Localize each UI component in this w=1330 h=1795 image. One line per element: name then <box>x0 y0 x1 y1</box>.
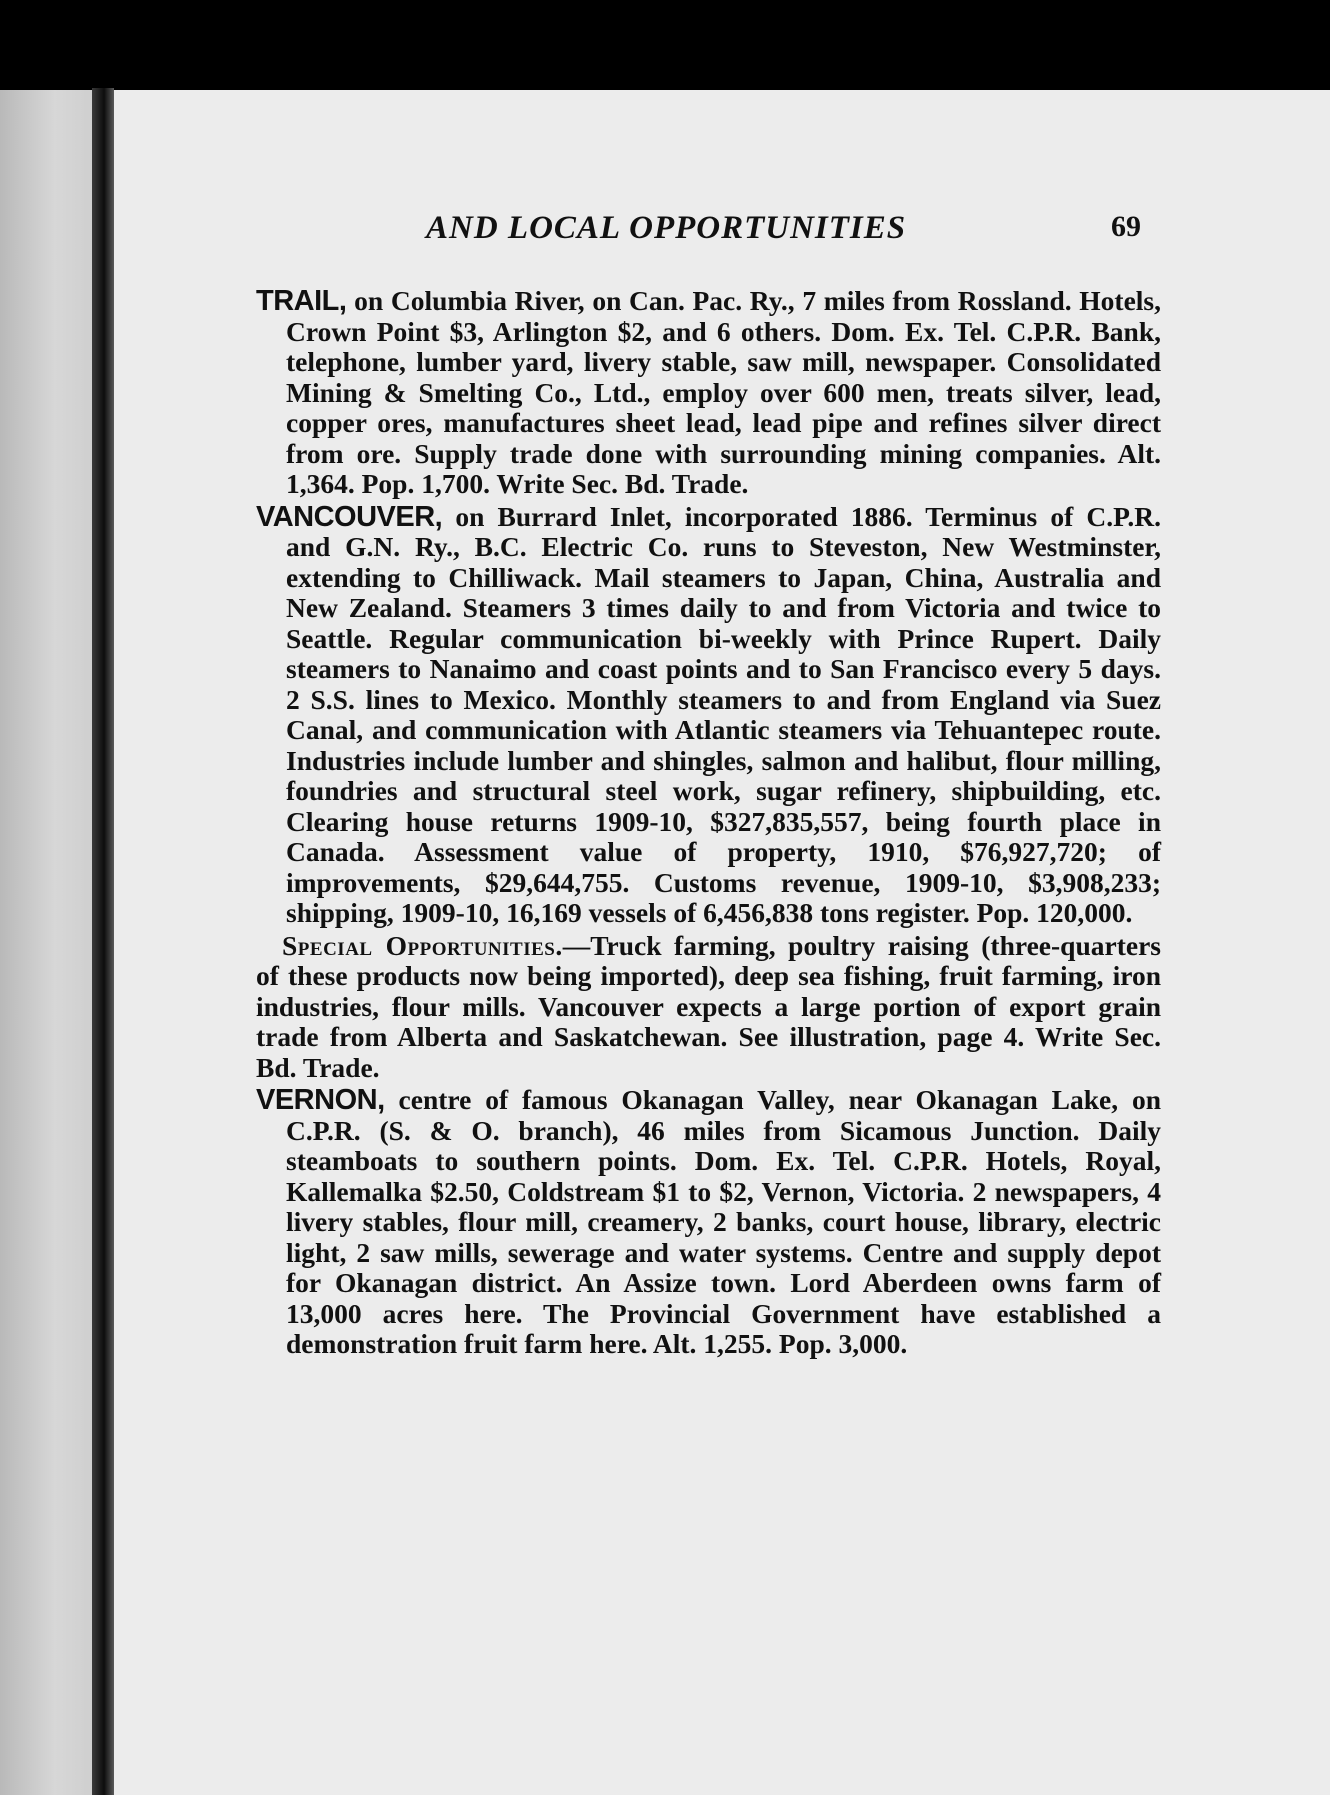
book-spine <box>92 88 114 1795</box>
entry-text: on Columbia River, on Can. Pac. Ry., 7 miles from Rossland. Hotels, Crown Point $3, Arlington $2, and 6 others. Dom. Ex. Tel. C.P.R. Bank, telephone, lumber yard, livery stable, saw mill, newspaper. Consolidated Mining & Smelting Co., Ltd., employ over 600 men, treats silver, lead, copper ores, manufactures sheet lead, lead pipe and refines silver direct from ore. Supply trade done with surrounding mining companies. Alt. 1,364. Pop. 1,700. Write Sec. Bd. Trade. <box>286 285 1162 499</box>
entry-vernon <box>256 1085 1161 1360</box>
entry-text: on Burrard Inlet, incorporated 1886. Terminus of C.P.R. and G.N. Ry., B.C. Electric Co. runs to Steveston, New Westminster, extending to Chilliwack. Mail steamers to Japan, China, Australia and New Zealand. Steamers 3 times daily to and from Victoria and twice to Seattle. Regular communication bi-weekly with Prince Rupert. Daily steamers to Nanaimo and coast points and to San Francisco every 5 days. 2 S.S. lines to Mexico. Monthly steamers to and from England via Suez Canal, and communication with Atlantic steamers via Tehuantepec route. Industries include lumber and shingles, salmon and halibut, flour milling, foundries and structural steel work, sugar refinery, shipbuilding, etc. Clearing house returns 1909-10, $327,835,557, being fourth place in Canada. Assessment value of property, 1910, $76,927,720; of improvements, $29,644,755. Customs revenue, 1909-10, $3,908,233; shipping, 1909-10, 16,169 vessels of 6,456,838 tons register. Pop. 120,000. <box>286 500 1161 928</box>
special-opportunities-paragraph <box>256 931 1161 1084</box>
entry-trail <box>256 286 1161 500</box>
entry-name: VANCOUVER, <box>256 500 443 533</box>
entry-text: centre of famous Okanagan Valley, near Okanagan Lake, on C.P.R. (S. & O. branch), 46 miles from Sicamous Junction. Daily steamboats to southern points. Dom. Ex. Tel. C.P.R. Hotels, Royal, Kallemalka $2.50, Coldstream $1 to $2, Vernon, Victoria. 2 newspapers, 4 livery stables, flour mill, creamery, 2 banks, court house, library, electric light, 2 saw mills, sewerage and water systems. Centre and supply depot for Okanagan district. An Assize town. Lord Aberdeen owns farm of 13,000 acres here. The Provincial Government have established a demonstration fruit farm here. Alt. 1,255. Pop. 3,000. <box>286 1084 1162 1359</box>
special-opportunities-text: —Truck farming, poultry raising (three-quarters of these products now being imported), deep sea fishing, fruit farming, iron industries, flour mills. Vancouver expects a large portion of export grain trade from Alberta and Saskatchewan. See illustration, page 4. Write Sec. Bd. Trade. <box>256 929 1161 1083</box>
running-head: AND LOCAL OPPORTUNITIES <box>426 210 907 246</box>
book-page <box>114 90 1330 1795</box>
page-header <box>114 210 1330 260</box>
page-number: 69 <box>1111 210 1141 243</box>
special-opportunities-label: Special Opportunities. <box>282 929 563 961</box>
facing-page-edge <box>0 90 92 1795</box>
gazetteer-text <box>256 286 1161 1362</box>
entry-name: VERNON, <box>256 1084 385 1116</box>
entry-name: TRAIL, <box>256 285 347 317</box>
entry-vancouver <box>256 502 1161 929</box>
